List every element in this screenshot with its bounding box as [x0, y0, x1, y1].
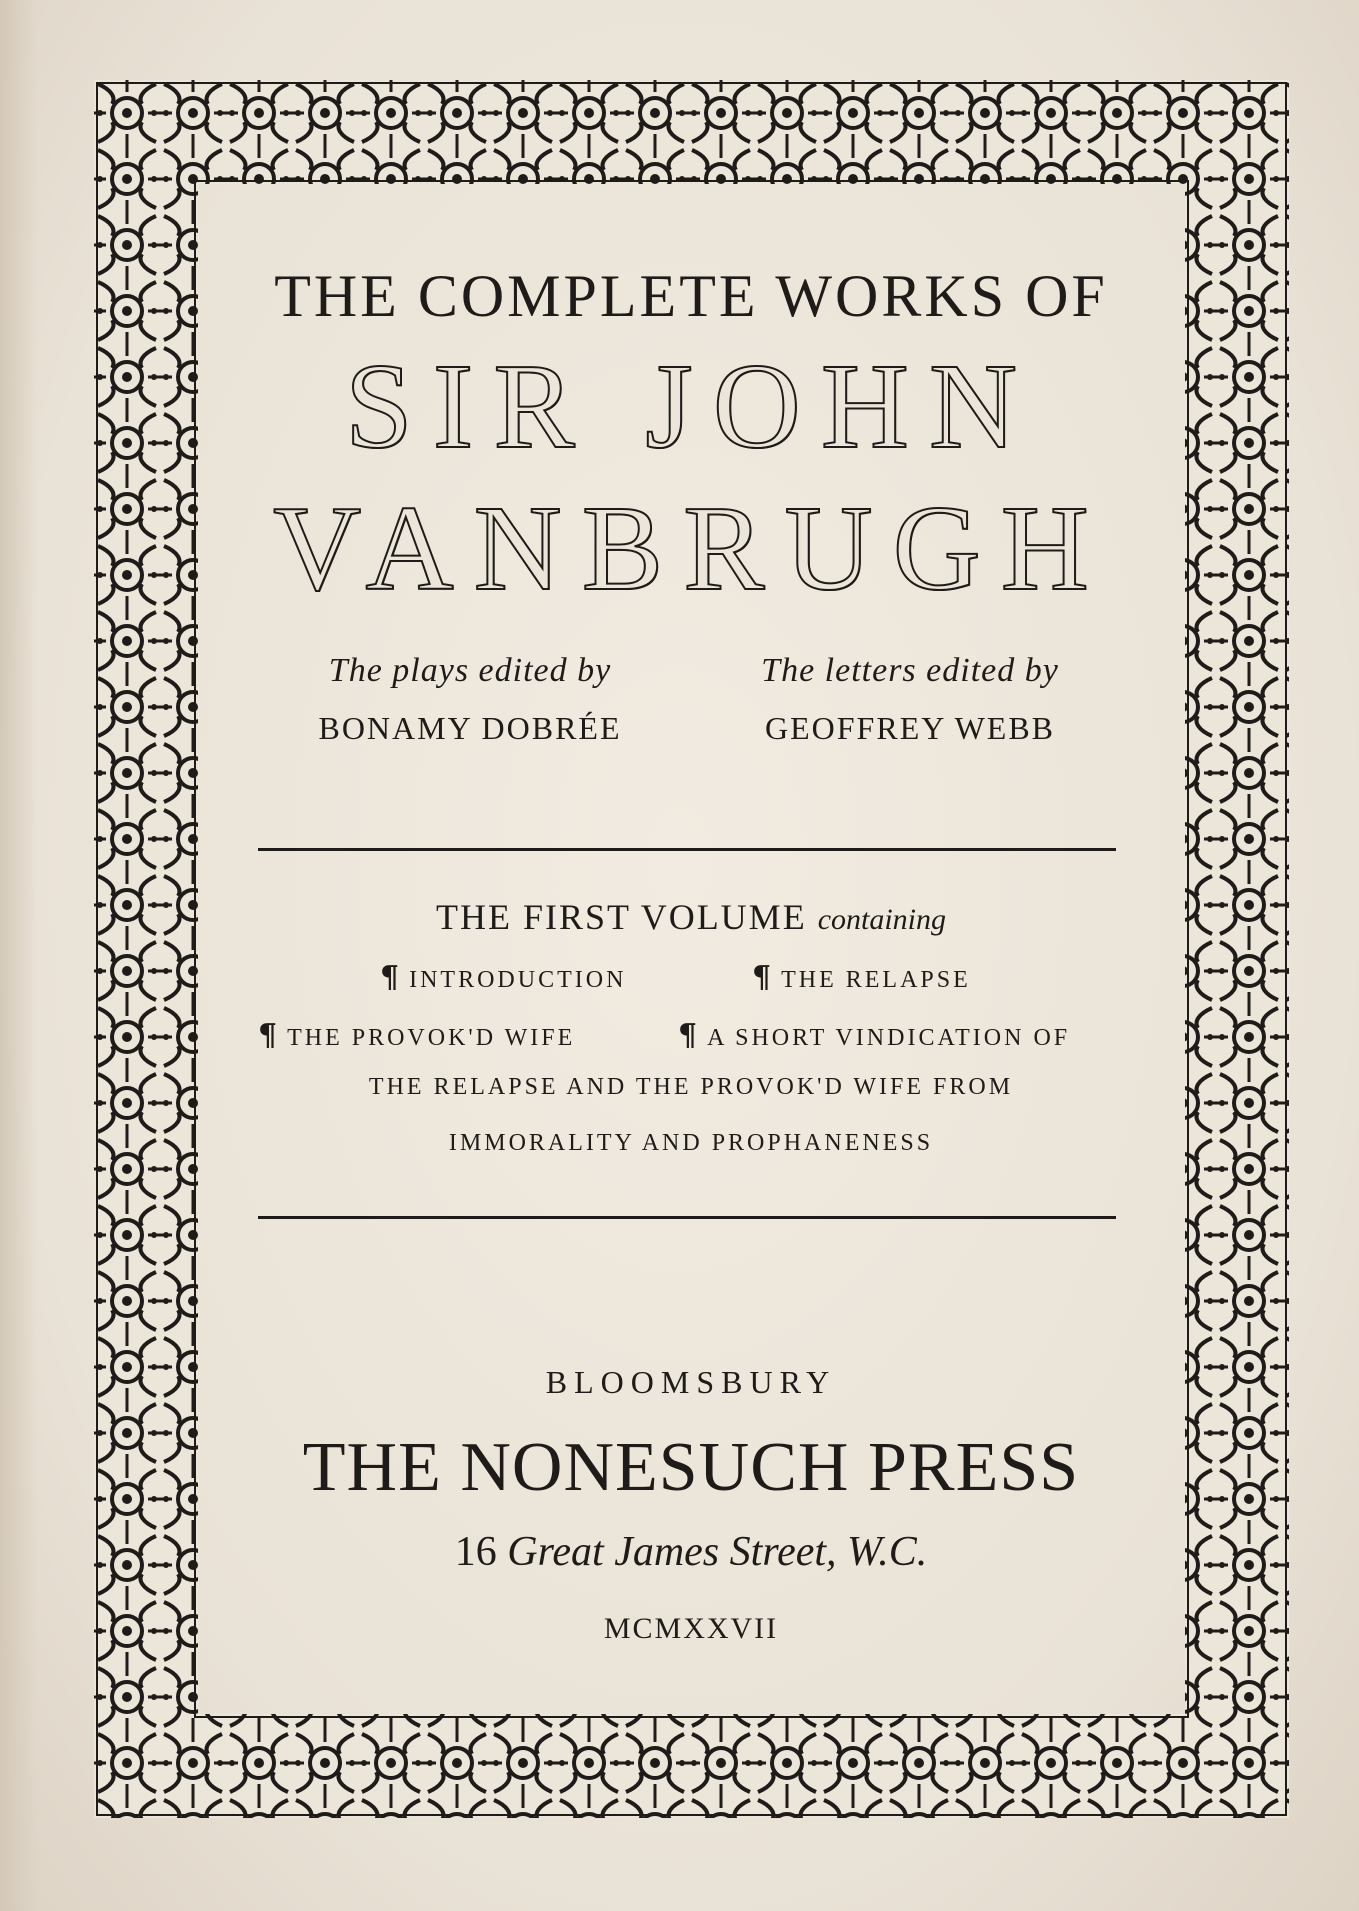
contents-continuation-1: THE RELAPSE AND THE PROVOK'D WIFE FROM — [368, 1074, 1014, 1100]
volume-title: THE FIRST VOLUME — [435, 897, 807, 937]
pilcrow-icon: ¶ — [678, 1018, 698, 1053]
address-street: Great James Street, W.C. — [507, 1529, 928, 1575]
pilcrow-icon: ¶ — [380, 960, 400, 995]
letters-editor-role: The letters edited by — [761, 652, 1059, 689]
imprint-publisher: THE NONESUCH PRESS — [302, 1429, 1080, 1506]
volume-containing: containing — [817, 903, 947, 936]
title-the: THE — [274, 263, 400, 329]
author-first-name: SIR JOHN — [344, 339, 1038, 474]
contents-label: A SHORT VINDICATION OF — [707, 1025, 1071, 1051]
plays-editor — [270, 652, 670, 747]
contents-item-provokd-wife — [258, 1018, 575, 1053]
plays-editor-name: BONAMY DOBRÉE — [318, 710, 622, 746]
editors-block — [270, 652, 1120, 772]
author-surname: VANBRUGH — [273, 481, 1109, 616]
divider-top — [258, 848, 1116, 851]
letters-editor-name: GEOFFREY WEBB — [764, 710, 1056, 746]
contents-item-introduction — [380, 960, 626, 995]
plays-editor-role: The plays edited by — [328, 652, 612, 689]
title-complete-works: COMPLETE WORKS OF — [417, 263, 1108, 329]
imprint-place: BLOOMSBURY — [545, 1364, 837, 1400]
pilcrow-icon: ¶ — [258, 1018, 278, 1053]
contents-item-relapse — [752, 960, 971, 995]
contents-label: THE PROVOK'D WIFE — [287, 1025, 576, 1051]
volume-heading — [258, 896, 1124, 938]
letters-editor — [710, 652, 1110, 747]
divider-bottom — [258, 1216, 1116, 1219]
title-line-1 — [258, 262, 1124, 331]
imprint-address — [258, 1528, 1124, 1576]
pilcrow-icon: ¶ — [752, 960, 772, 995]
address-number: 16 — [454, 1529, 497, 1575]
spine-shadow — [0, 0, 38, 1911]
contents-item-vindication — [678, 1018, 1070, 1053]
imprint-year: MCMXXVII — [603, 1612, 779, 1645]
contents-continuation-2: IMMORALITY AND PROPHANENESS — [448, 1130, 934, 1156]
contents-label: INTRODUCTION — [409, 967, 627, 993]
contents-label: THE RELAPSE — [781, 967, 971, 993]
